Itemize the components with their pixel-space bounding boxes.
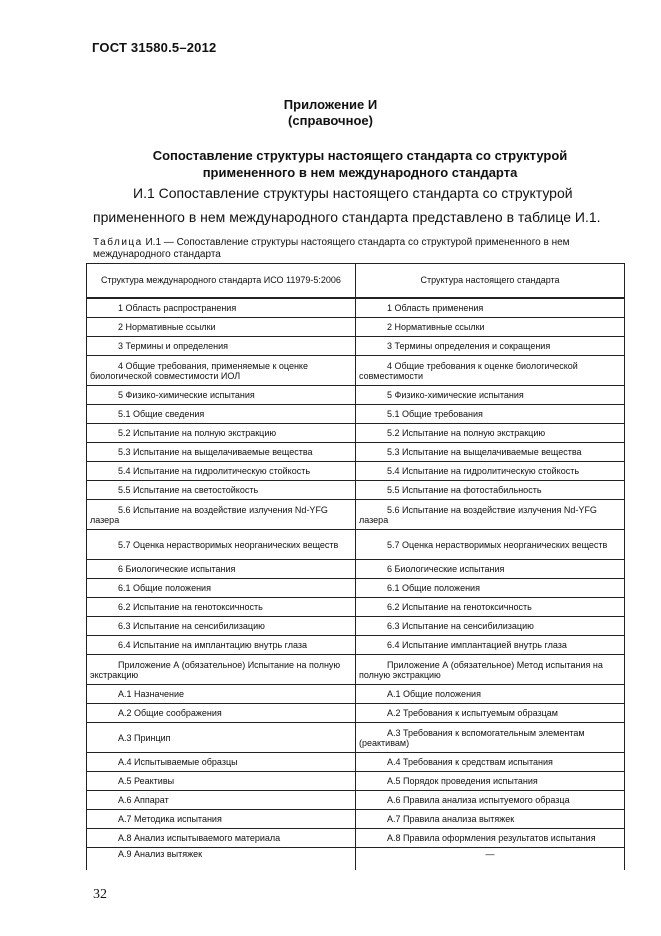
table-row: [87, 560, 625, 579]
table-row: [87, 424, 625, 443]
table-row: [87, 723, 625, 753]
cell-international: 5.3 Испытание на выщелачиваемые вещества: [87, 443, 356, 462]
cell-international: 5.2 Испытание на полную экстракцию: [87, 424, 356, 443]
cell-international: А.4 Испытываемые образцы: [87, 753, 356, 772]
table-row: [87, 772, 625, 791]
cell-this-standard: 6.2 Испытание на генотоксичность: [356, 598, 625, 617]
page-number: 32: [93, 887, 107, 902]
cell-international: 5.6 Испытание на воздействие излучения Nd-YFG лазера: [87, 500, 356, 530]
cell-this-standard: А.8 Правила оформления результатов испытания: [356, 829, 625, 848]
cell-this-standard: А.5 Порядок проведения испытания: [356, 772, 625, 791]
table-row: [87, 791, 625, 810]
table-row: [87, 655, 625, 685]
intro-line2: примененного в нем международного стандарта представлено в таблице И.1.: [93, 209, 601, 225]
cell-international: А.3 Принцип: [87, 723, 356, 753]
cell-this-standard: 5.6 Испытание на воздействие излучения Nd-YFG лазера: [356, 500, 625, 530]
cell-international: 5.7 Оценка нерастворимых неорганических веществ: [87, 530, 356, 560]
cell-international: А.5 Реактивы: [87, 772, 356, 791]
cell-this-standard: 6 Биологические испытания: [356, 560, 625, 579]
cell-international: 2 Нормативные ссылки: [87, 318, 356, 337]
cell-this-standard: Приложение А (обязательное) Метод испытания на полную экстракцию: [356, 655, 625, 685]
cell-international: 5 Физико-химические испытания: [87, 386, 356, 405]
header-international-structure: Структура международного стандарта ИСО 11979-5:2006: [87, 264, 356, 299]
cell-international: 6.4 Испытание на имплантацию внутрь глаза: [87, 636, 356, 655]
cell-this-standard: 1 Область применения: [356, 298, 625, 318]
intro-line1: И.1 Сопоставление структуры настоящего стандарта со структурой: [133, 185, 573, 201]
table-row: [87, 829, 625, 848]
table-row: [87, 405, 625, 424]
section-title-line2: примененного в нем международного стандарта: [202, 165, 518, 180]
header-this-standard-structure: Структура настоящего стандарта: [356, 264, 625, 299]
table-row: [87, 848, 625, 871]
cell-international: Приложение А (обязательное) Испытание на полную экстракцию: [87, 655, 356, 685]
cell-international: 1 Область распространения: [87, 298, 356, 318]
appendix-subtitle: (справочное): [288, 113, 373, 128]
cell-this-standard: 5.2 Испытание на полную экстракцию: [356, 424, 625, 443]
appendix-title: Приложение И: [283, 97, 378, 112]
table-row: [87, 579, 625, 598]
table-row: [87, 462, 625, 481]
cell-this-standard: 5.7 Оценка нерастворимых неорганических веществ: [356, 530, 625, 560]
cell-international: 6.2 Испытание на генотоксичность: [87, 598, 356, 617]
cell-international: 6.1 Общие положения: [87, 579, 356, 598]
table-row: [87, 386, 625, 405]
table-caption: [93, 237, 621, 261]
cell-this-standard: 3 Термины определения и сокращения: [356, 337, 625, 356]
cell-international: А.1 Назначение: [87, 685, 356, 704]
cell-this-standard: 5.5 Испытание на фотостабильность: [356, 481, 625, 500]
table-row: [87, 318, 625, 337]
table-row: [87, 356, 625, 386]
cell-this-standard: —: [356, 848, 625, 871]
cell-international: 6 Биологические испытания: [87, 560, 356, 579]
table-row: [87, 598, 625, 617]
cell-this-standard: 4 Общие требования к оценке биологической совместимости: [356, 356, 625, 386]
table-row: [87, 753, 625, 772]
cell-international: 5.1 Общие сведения: [87, 405, 356, 424]
cell-international: А.9 Анализ вытяжек: [87, 848, 356, 871]
cell-this-standard: А.2 Требования к испытуемым образцам: [356, 704, 625, 723]
comparison-table: [86, 263, 625, 870]
table-row: [87, 500, 625, 530]
table-header-row: [87, 264, 625, 299]
section-title-line1: Сопоставление структуры настоящего стандарта со структурой: [152, 148, 568, 163]
cell-this-standard: 2 Нормативные ссылки: [356, 318, 625, 337]
table-row: [87, 685, 625, 704]
cell-this-standard: А.4 Требования к средствам испытания: [356, 753, 625, 772]
cell-this-standard: 6.4 Испытание имплантацией внутрь глаза: [356, 636, 625, 655]
table-row: [87, 704, 625, 723]
cell-this-standard: 5.3 Испытание на выщелачиваемые вещества: [356, 443, 625, 462]
cell-this-standard: 6.1 Общие положения: [356, 579, 625, 598]
table-row: [87, 337, 625, 356]
table-caption-label: Таблица: [93, 237, 143, 248]
cell-this-standard: А.6 Правила анализа испытуемого образца: [356, 791, 625, 810]
cell-this-standard: 5.1 Общие требования: [356, 405, 625, 424]
table-row: [87, 617, 625, 636]
cell-this-standard: 6.3 Испытание на сенсибилизацию: [356, 617, 625, 636]
section-title: [100, 147, 620, 181]
cell-international: 3 Термины и определения: [87, 337, 356, 356]
cell-international: А.6 Аппарат: [87, 791, 356, 810]
intro-paragraph: [93, 181, 623, 229]
document-id: ГОСТ 31580.5–2012: [92, 40, 217, 55]
cell-this-standard: А.3 Требования к вспомогательным элементам (реактивам): [356, 723, 625, 753]
cell-international: 6.3 Испытание на сенсибилизацию: [87, 617, 356, 636]
table-row: [87, 481, 625, 500]
cell-international: А.8 Анализ испытываемого материала: [87, 829, 356, 848]
table-row: [87, 298, 625, 318]
cell-international: 5.5 Испытание на светостойкость: [87, 481, 356, 500]
cell-international: 4 Общие требования, применяемые к оценке биологической совместимости ИОЛ: [87, 356, 356, 386]
table-row: [87, 443, 625, 462]
table-row: [87, 810, 625, 829]
cell-this-standard: А.7 Правила анализа вытяжек: [356, 810, 625, 829]
cell-this-standard: 5.4 Испытание на гидролитическую стойкость: [356, 462, 625, 481]
cell-international: А.7 Методика испытания: [87, 810, 356, 829]
table-row: [87, 530, 625, 560]
table-caption-text: И.1 — Сопоставление структуры настоящего стандарта со структурой примененного в нем международного стандарта: [93, 237, 570, 260]
table-row: [87, 636, 625, 655]
cell-this-standard: А.1 Общие положения: [356, 685, 625, 704]
cell-international: А.2 Общие соображения: [87, 704, 356, 723]
cell-international: 5.4 Испытание на гидролитическую стойкость: [87, 462, 356, 481]
cell-this-standard: 5 Физико-химические испытания: [356, 386, 625, 405]
